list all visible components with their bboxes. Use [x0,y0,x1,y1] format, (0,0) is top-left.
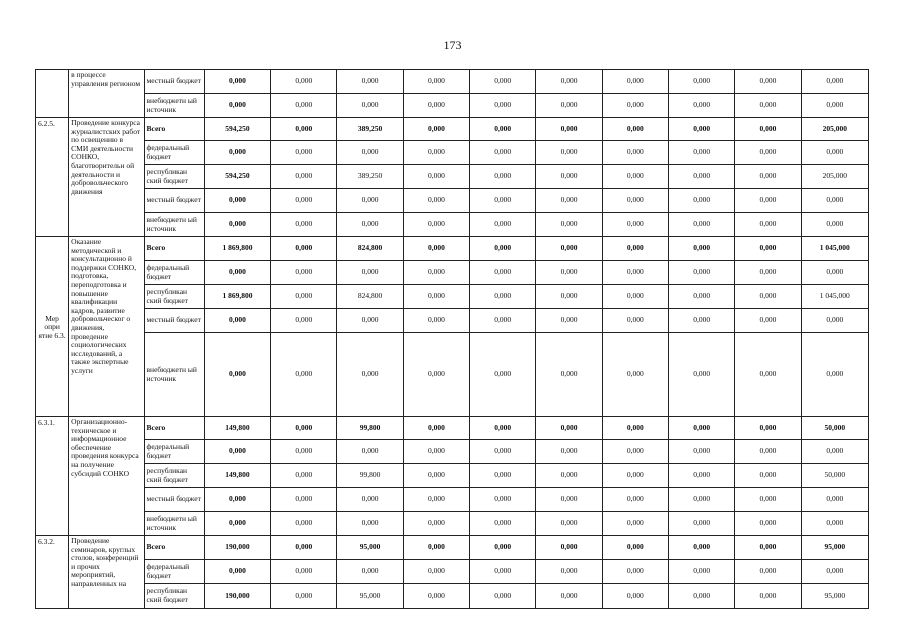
value-cell: 0,000 [470,536,536,560]
item-code: 6.2.5. [36,118,69,237]
value-cell: 1 045,000 [801,285,868,309]
value-cell: 0,000 [536,584,602,609]
value-cell: 0,000 [204,213,270,237]
funding-source: республикан ский бюджет [144,165,204,189]
value-cell: 0,000 [403,309,469,333]
item-code: 6.3.2. [36,536,69,609]
value-cell: 0,000 [536,237,602,261]
table-row [36,512,869,536]
value-cell: 0,000 [536,70,602,94]
value-cell: 50,000 [801,417,868,440]
value-cell: 0,000 [271,141,337,165]
value-cell: 0,000 [470,118,536,141]
value-cell: 0,000 [668,189,734,213]
table-row [36,536,869,560]
value-cell: 0,000 [403,536,469,560]
value-cell: 0,000 [735,165,801,189]
value-cell: 0,000 [271,560,337,584]
value-cell: 0,000 [536,285,602,309]
value-cell: 95,000 [801,584,868,609]
value-cell: 0,000 [271,189,337,213]
value-cell: 0,000 [470,213,536,237]
value-cell: 0,000 [602,118,668,141]
value-cell: 0,000 [403,417,469,440]
item-name: в процессе управления регионом [69,70,144,118]
table-row [36,417,869,440]
value-cell: 824,800 [337,237,403,261]
value-cell: 0,000 [337,333,403,417]
value-cell: 0,000 [668,309,734,333]
value-cell: 1 045,000 [801,237,868,261]
table-row [36,309,869,333]
value-cell: 0,000 [735,70,801,94]
value-cell: 0,000 [204,440,270,464]
value-cell: 0,000 [470,285,536,309]
value-cell: 0,000 [735,285,801,309]
value-cell: 0,000 [403,584,469,609]
value-cell: 205,000 [801,165,868,189]
value-cell: 0,000 [735,488,801,512]
value-cell: 1 869,800 [204,285,270,309]
value-cell: 0,000 [735,237,801,261]
value-cell: 0,000 [801,333,868,417]
value-cell: 0,000 [470,560,536,584]
funding-source: внебюджетн ый источник [144,333,204,417]
value-cell: 0,000 [668,70,734,94]
value-cell: 0,000 [602,464,668,488]
value-cell: 389,250 [337,118,403,141]
value-cell: 0,000 [536,165,602,189]
value-cell: 0,000 [403,141,469,165]
value-cell: 0,000 [668,237,734,261]
value-cell: 0,000 [337,94,403,118]
value-cell: 0,000 [536,488,602,512]
funding-source: Всего [144,536,204,560]
value-cell: 0,000 [271,584,337,609]
value-cell: 0,000 [735,189,801,213]
value-cell: 0,000 [602,141,668,165]
funding-source: федеральный бюджет [144,560,204,584]
funding-source: внебюджетн ый источник [144,213,204,237]
value-cell: 0,000 [470,584,536,609]
value-cell: 0,000 [801,488,868,512]
value-cell: 190,000 [204,584,270,609]
table-row [36,285,869,309]
table-row [36,261,869,285]
value-cell: 0,000 [801,141,868,165]
table-row [36,464,869,488]
value-cell: 0,000 [403,560,469,584]
value-cell: 0,000 [735,141,801,165]
value-cell: 0,000 [403,261,469,285]
value-cell: 99,800 [337,417,403,440]
value-cell: 0,000 [271,165,337,189]
value-cell: 0,000 [403,213,469,237]
funding-source: местный бюджет [144,70,204,94]
item-name: Оказание методической и консультационно й поддержки СОНКО, подготовка, переподготовка и повышение квалификации кадров, развитие добровольческог о движения, проведение социологических исследований, а также экспертные услуги [69,237,144,417]
value-cell: 0,000 [801,189,868,213]
value-cell: 0,000 [271,488,337,512]
value-cell: 0,000 [735,417,801,440]
value-cell: 99,800 [337,464,403,488]
value-cell: 0,000 [801,261,868,285]
funding-source: федеральный бюджет [144,141,204,165]
value-cell: 0,000 [337,309,403,333]
value-cell: 149,800 [204,417,270,440]
funding-source: республикан ский бюджет [144,285,204,309]
value-cell: 0,000 [536,464,602,488]
value-cell: 0,000 [271,70,337,94]
table-row [36,213,869,237]
value-cell: 0,000 [271,285,337,309]
value-cell: 0,000 [668,118,734,141]
value-cell: 0,000 [735,333,801,417]
value-cell: 0,000 [668,488,734,512]
value-cell: 0,000 [271,512,337,536]
value-cell: 0,000 [271,237,337,261]
value-cell: 0,000 [668,261,734,285]
funding-source: местный бюджет [144,189,204,213]
value-cell: 0,000 [602,584,668,609]
value-cell: 0,000 [536,512,602,536]
value-cell: 0,000 [470,512,536,536]
value-cell: 0,000 [403,512,469,536]
funding-source: местный бюджет [144,488,204,512]
value-cell: 0,000 [668,464,734,488]
value-cell: 0,000 [735,213,801,237]
item-code [36,70,69,118]
value-cell: 0,000 [536,189,602,213]
value-cell: 0,000 [602,165,668,189]
value-cell: 0,000 [668,584,734,609]
value-cell: 0,000 [668,213,734,237]
value-cell: 0,000 [602,213,668,237]
table-row [36,440,869,464]
value-cell: 0,000 [337,440,403,464]
value-cell: 0,000 [668,417,734,440]
table-row [36,488,869,512]
value-cell: 0,000 [602,309,668,333]
table-row [36,118,869,141]
value-cell: 0,000 [668,141,734,165]
value-cell: 0,000 [668,94,734,118]
value-cell: 0,000 [602,70,668,94]
value-cell: 0,000 [204,94,270,118]
value-cell: 0,000 [271,464,337,488]
value-cell: 0,000 [735,464,801,488]
value-cell: 0,000 [602,237,668,261]
value-cell: 0,000 [271,440,337,464]
value-cell: 0,000 [602,285,668,309]
value-cell: 0,000 [271,94,337,118]
value-cell: 0,000 [602,94,668,118]
value-cell: 0,000 [668,560,734,584]
value-cell: 0,000 [668,440,734,464]
table-row [36,584,869,609]
funding-source: республикан ский бюджет [144,464,204,488]
table-row [36,560,869,584]
value-cell: 0,000 [337,560,403,584]
value-cell: 0,000 [602,440,668,464]
value-cell: 0,000 [602,417,668,440]
value-cell: 0,000 [204,512,270,536]
value-cell: 0,000 [602,512,668,536]
value-cell: 0,000 [204,309,270,333]
value-cell: 0,000 [271,417,337,440]
value-cell: 0,000 [735,261,801,285]
value-cell: 0,000 [470,440,536,464]
value-cell: 0,000 [801,70,868,94]
value-cell: 0,000 [668,512,734,536]
value-cell: 0,000 [337,213,403,237]
value-cell: 0,000 [204,141,270,165]
value-cell: 0,000 [204,189,270,213]
item-name: Организационно-техническое и информационное обеспечение проведения конкурса на получение субсидий СОНКО [69,417,144,536]
value-cell: 0,000 [735,560,801,584]
value-cell: 0,000 [536,94,602,118]
funding-source: республикан ский бюджет [144,584,204,609]
value-cell: 0,000 [470,309,536,333]
value-cell: 0,000 [337,488,403,512]
value-cell: 95,000 [337,584,403,609]
value-cell: 0,000 [536,118,602,141]
value-cell: 0,000 [536,440,602,464]
value-cell: 0,000 [735,118,801,141]
value-cell: 0,000 [536,213,602,237]
value-cell: 0,000 [668,333,734,417]
value-cell: 95,000 [801,536,868,560]
table-row [36,333,869,417]
funding-source: внебюджетн ый источник [144,512,204,536]
value-cell: 594,250 [204,165,270,189]
value-cell: 0,000 [536,141,602,165]
value-cell: 0,000 [470,261,536,285]
value-cell: 0,000 [403,285,469,309]
value-cell: 0,000 [403,70,469,94]
value-cell: 0,000 [470,417,536,440]
table-row [36,94,869,118]
value-cell: 0,000 [536,417,602,440]
value-cell: 0,000 [602,333,668,417]
value-cell: 389,250 [337,165,403,189]
value-cell: 0,000 [337,70,403,94]
value-cell: 0,000 [735,440,801,464]
value-cell: 0,000 [602,488,668,512]
value-cell: 1 869,800 [204,237,270,261]
value-cell: 0,000 [204,70,270,94]
value-cell: 0,000 [271,333,337,417]
table-row [36,237,869,261]
value-cell: 0,000 [602,560,668,584]
value-cell: 0,000 [735,94,801,118]
value-cell: 50,000 [801,464,868,488]
value-cell: 0,000 [337,141,403,165]
funding-source: внебюджетн ый источник [144,94,204,118]
value-cell: 0,000 [337,261,403,285]
value-cell: 0,000 [403,488,469,512]
value-cell: 0,000 [403,464,469,488]
funding-source: местный бюджет [144,309,204,333]
value-cell: 0,000 [337,512,403,536]
value-cell: 0,000 [470,333,536,417]
value-cell: 0,000 [470,189,536,213]
table-row [36,189,869,213]
value-cell: 0,000 [403,94,469,118]
value-cell: 0,000 [403,237,469,261]
item-code: 6.3.1. [36,417,69,536]
value-cell: 0,000 [470,94,536,118]
value-cell: 594,250 [204,118,270,141]
value-cell: 0,000 [271,213,337,237]
value-cell: 0,000 [470,70,536,94]
value-cell: 0,000 [668,165,734,189]
item-name: Проведение семинаров, круглых столов, конференций и прочих мероприятий, направленных на [69,536,144,609]
funding-source: Всего [144,118,204,141]
page-number: 173 [443,38,462,52]
value-cell: 0,000 [204,488,270,512]
value-cell: 0,000 [403,118,469,141]
item-code: Мер опри ятие 6.3. [36,237,69,417]
value-cell: 0,000 [470,464,536,488]
table-row [36,165,869,189]
value-cell: 0,000 [801,560,868,584]
value-cell: 0,000 [403,189,469,213]
value-cell: 0,000 [602,261,668,285]
value-cell: 0,000 [668,285,734,309]
value-cell: 205,000 [801,118,868,141]
funding-source: федеральный бюджет [144,261,204,285]
value-cell: 190,000 [204,536,270,560]
value-cell: 149,800 [204,464,270,488]
value-cell: 0,000 [470,165,536,189]
value-cell: 0,000 [470,237,536,261]
item-name: Проведение конкурса журналистских работ по освещению в СМИ деятельности СОНКО, благотворительн ой деятельности и добровольческого движения [69,118,144,237]
value-cell: 0,000 [735,512,801,536]
value-cell: 0,000 [536,309,602,333]
value-cell: 0,000 [801,213,868,237]
value-cell: 0,000 [271,536,337,560]
value-cell: 0,000 [470,141,536,165]
value-cell: 0,000 [271,309,337,333]
value-cell: 0,000 [602,536,668,560]
value-cell: 0,000 [403,440,469,464]
table-row [36,141,869,165]
value-cell: 0,000 [403,165,469,189]
value-cell: 0,000 [536,536,602,560]
value-cell: 0,000 [801,440,868,464]
value-cell: 0,000 [801,309,868,333]
value-cell: 0,000 [735,536,801,560]
funding-source: Всего [144,237,204,261]
value-cell: 0,000 [403,333,469,417]
value-cell: 0,000 [204,261,270,285]
value-cell: 0,000 [470,488,536,512]
funding-source: Всего [144,417,204,440]
value-cell: 0,000 [337,189,403,213]
value-cell: 0,000 [204,560,270,584]
value-cell: 0,000 [204,333,270,417]
value-cell: 0,000 [536,560,602,584]
value-cell: 0,000 [536,333,602,417]
value-cell: 0,000 [271,118,337,141]
value-cell: 0,000 [536,261,602,285]
value-cell: 0,000 [801,94,868,118]
budget-table [35,69,869,609]
value-cell: 0,000 [271,261,337,285]
value-cell: 0,000 [735,309,801,333]
value-cell: 824,800 [337,285,403,309]
value-cell: 0,000 [668,536,734,560]
value-cell: 0,000 [801,512,868,536]
value-cell: 95,000 [337,536,403,560]
value-cell: 0,000 [735,584,801,609]
funding-source: федеральный бюджет [144,440,204,464]
table-row [36,70,869,94]
value-cell: 0,000 [602,189,668,213]
